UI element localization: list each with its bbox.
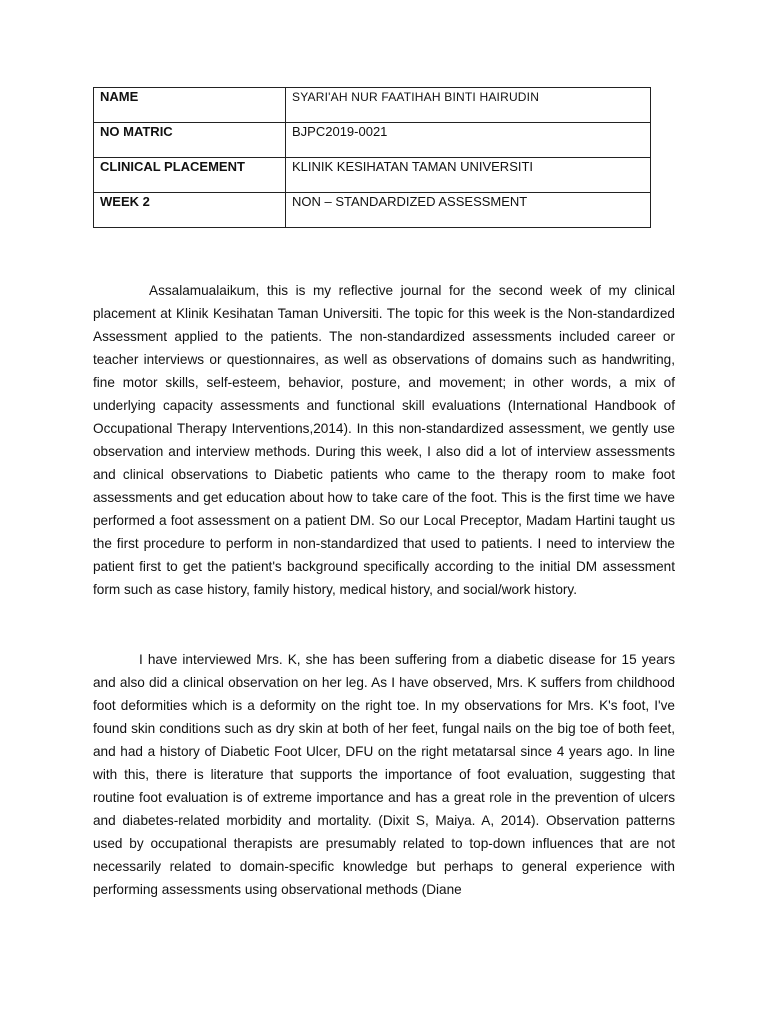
name-label: NAME <box>94 88 286 123</box>
matric-value: BJPC2019-0021 <box>286 123 651 158</box>
name-value: SYARI'AH NUR FAATIHAH BINTI HAIRUDIN <box>286 88 651 123</box>
table-row <box>94 158 651 193</box>
week-value: NON – STANDARDIZED ASSESSMENT <box>286 193 651 228</box>
table-row <box>94 193 651 228</box>
week-label: WEEK 2 <box>94 193 286 228</box>
table-row <box>94 88 651 123</box>
student-info-table <box>93 87 651 228</box>
clinical-placement-label: CLINICAL PLACEMENT <box>94 158 286 193</box>
journal-paragraph-2: I have interviewed Mrs. K, she has been suffering from a diabetic disease for 15 years and also did a clinical observation on her leg. As I have observed, Mrs. K suffers from childhood foot deformities which is a deformity on the right toe. In my observations for Mrs. K's foot, I've found skin conditions such as dry skin at both of her feet, fungal nails on the big toe of both feet, and had a history of Diabetic Foot Ulcer, DFU on the right metatarsal since 4 years ago. In line with this, there is literature that supports the importance of foot evaluation, suggesting that routine foot evaluation is of extreme importance and has a great role in the prevention of ulcers and diabetes-related morbidity and mortality. (Dixit S, Maiya. A, 2014). Observation patterns used by occupational therapists are presumably related to top-down influences that are not necessarily related to domain-specific knowledge but perhaps to general experience with performing assessments using observational methods (Diane <box>93 652 675 897</box>
journal-paragraph-1: Assalamualaikum, this is my reflective journal for the second week of my clinical placement at Klinik Kesihatan Taman Universiti. The topic for this week is the Non-standardized Assessment applied to the patients. The non-standardized assessments included career or teacher interviews or questionnaires, as well as observations of domains such as handwriting, fine motor skills, self-esteem, behavior, posture, and movement; in other words, a mix of underlying capacity assessments and functional skill evaluations (International Handbook of Occupational Therapy Interventions,2014). In this non-standardized assessment, we gently use observation and interview methods. During this week, I also did a lot of interview assessments and clinical observations to Diabetic patients who came to the therapy room to make foot assessments and get education about how to take care of the foot. This is the first time we have performed a foot assessment on a patient DM. So our Local Preceptor, Madam Hartini taught us the first procedure to perform in non-standardized that used to patients. I need to interview the patient first to get the patient's background specifically according to the initial DM assessment form such as case history, family history, medical history, and social/work history. <box>93 283 675 597</box>
table-row <box>94 123 651 158</box>
matric-label: NO MATRIC <box>94 123 286 158</box>
clinical-placement-value: KLINIK KESIHATAN TAMAN UNIVERSITI <box>286 158 651 193</box>
